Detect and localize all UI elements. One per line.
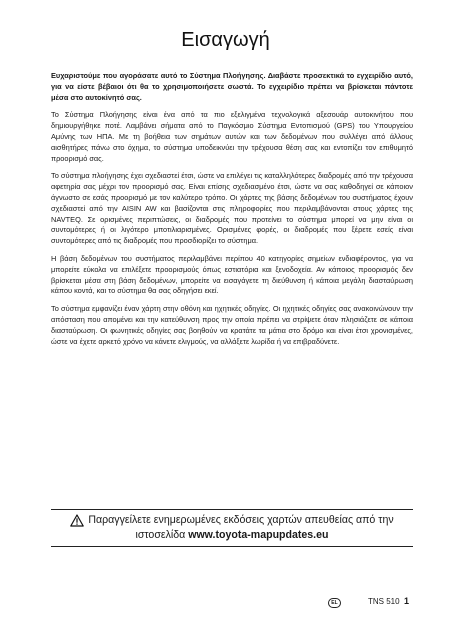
body-paragraph-guidance: Το σύστημα εμφανίζει έναν χάρτη στην οθόνη και ηχητικές οδηγίες. Οι ηχητικές οδηγίες σας ανακοινώνουν την απόσταση που απομένει και την κατεύθυνση προς την οποία πρέπει να στρίψετε όταν πλησιάζετε σε κάποια διασταύρωση. Οι φωνητικές οδηγίες σας βοηθούν να κρατάτε τα μάτια στο δρόμο και είναι έτσι χρονισμένες, ώστε να έχετε αρκετό χρόνο να κάνετε ελιγμούς, να αλλάξετε λωρίδα ή να επιβραδύνετε. xyxy=(51,304,413,346)
page-title: Εισαγωγή xyxy=(181,29,270,51)
document-body xyxy=(51,71,413,354)
notice-line xyxy=(70,513,393,528)
language-badge: EL xyxy=(328,598,341,608)
intro-paragraph: Ευχαριστούμε που αγοράσατε αυτό το Σύστημα Πλοήγησης. Διαβάστε προσεκτικά το εγχειρίδιο αυτό, για να είστε βέβαιοι ότι θα το χρησιμοποιήσετε σωστά. Το εγχειρίδιο πρέπει να βρίσκεται πάντοτε μέσα στο αυτοκίνητό σας. xyxy=(51,71,413,102)
notice-text: Παραγγείλετε ενημερωμένες εκδόσεις χαρτών απευθείας από την xyxy=(88,514,394,526)
page-footer xyxy=(0,596,451,610)
model-label: TNS 510 xyxy=(368,597,400,606)
notice-line-2 xyxy=(136,528,329,543)
warning-triangle-icon xyxy=(70,514,84,527)
map-update-notice xyxy=(51,509,413,547)
body-paragraph-database: Η βάση δεδομένων του συστήματος περιλαμβάνει περίπου 40 κατηγορίες σημείων ενδιαφέροντος, για να μπορείτε εύκολα να επιλέξετε προορισμούς όπως εστιατόρια και ξενοδοχεία. Αν κάποιος προορισμός δεν βρίσκεται μέσα στη βάση δεδομένων, μπορείτε να εισαγάγετε τη διεύθυνση ή κάποια μεγάλη διασταύρωση κάπου κοντά, και το σύστημα θα σας οδηγήσει εκεί. xyxy=(51,253,413,296)
body-paragraph-routes: Το σύστημα πλοήγησης έχει σχεδιαστεί έτσι, ώστε να επιλέγει τις καταλληλότερες διαδρομές από την τρέχουσα αφετηρία σας μέχρι τον προορισμό σας. Είναι επίσης σχεδιασμένο έτσι, ώστε να σας καθοδηγεί σε κάποιον άγνωστο σε εσάς προορισμό με τον καλύτερο τρόπο. Οι χάρτες της βάσης δεδομένων του συστήματος έχουν σχεδιαστεί από την AISIN AW και βασίζονται στις πληροφορίες που περιλαμβάνονται στους χάρτες της NAVTEQ. Σε ορισμένες περιπτώσεις, οι διαδρομές που προτείνει το σύστημα μπορεί να μην είναι οι συντομότερες ή οι λιγότερο μποτιλιαρισμένες. Ορισμένες φορές, οι διαδρομές που ξέρετε εσείς είναι συντομότερες από τις διαδρομές που προσδιορίζει το σύστημα. xyxy=(51,171,413,246)
body-paragraph-gps: Το Σύστημα Πλοήγησης είναι ένα από τα πιο εξελιγμένα τεχνολογικά αξεσουάρ αυτοκινήτου που δημιουργήθηκε ποτέ. Λαμβάνει σήματα από το Παγκόσμιο Σύστημα Εντοπισμού (GPS) του Υπουργείου Αμύνης των ΗΠΑ. Με τη βοήθεια των σημάτων αυτών και των δεδομένων που συλλέγει από άλλους αισθητήρες πάνω στο όχημα, το σύστημα υποδεικνύει την τρέχουσα θέση σας και εντοπίζει τον επιθυμητό προορισμό σας. xyxy=(51,110,413,163)
page-number: 1 xyxy=(404,596,410,606)
notice-prefix: ιστοσελίδα xyxy=(135,529,189,541)
map-updates-link[interactable]: www.toyota-mapupdates.eu xyxy=(188,529,329,541)
